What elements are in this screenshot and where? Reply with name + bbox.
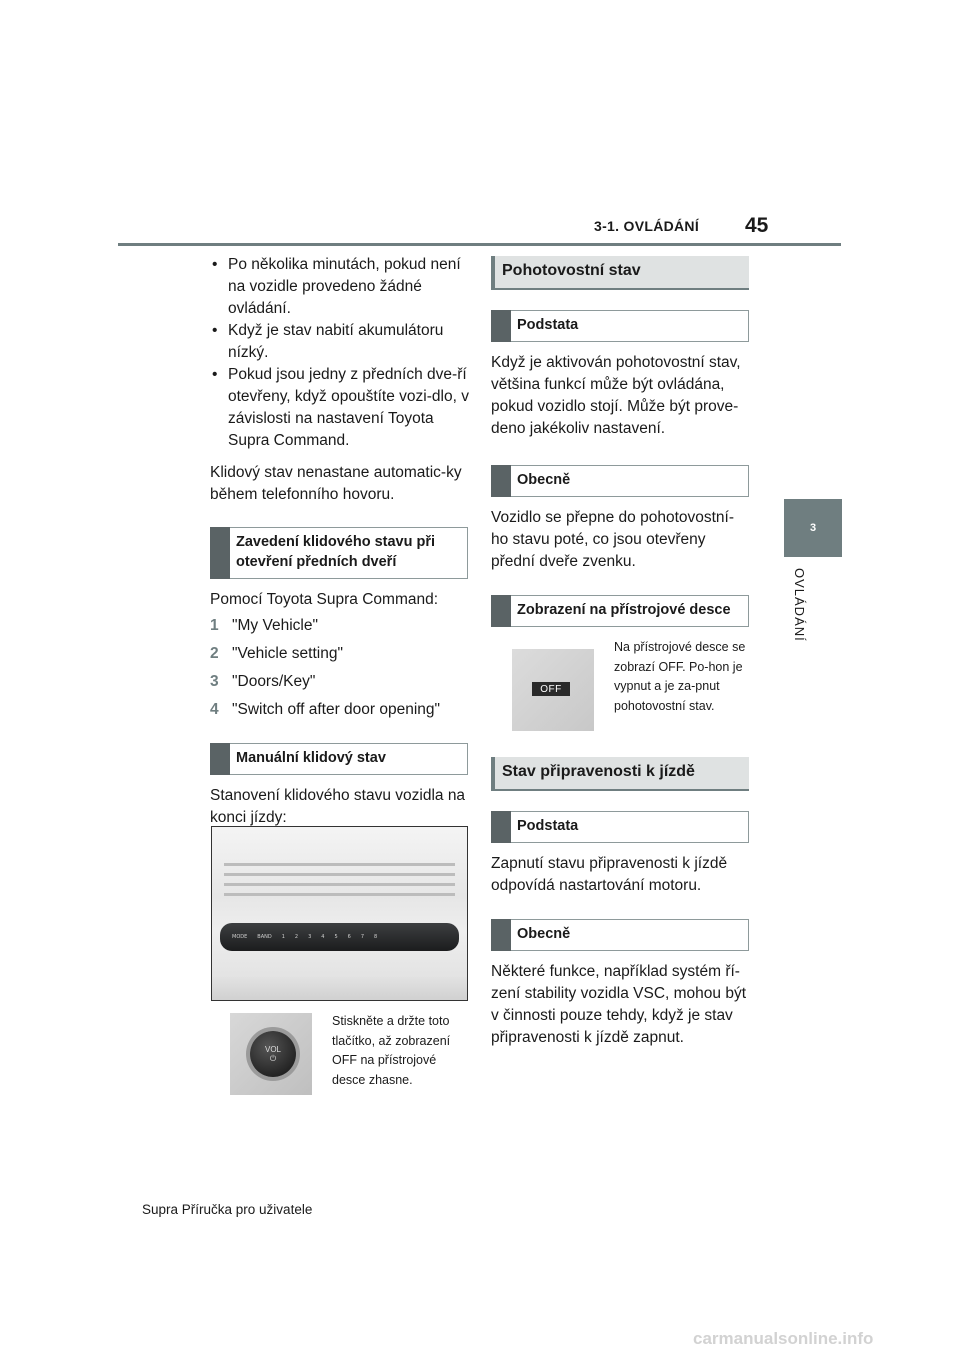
step-item	[210, 699, 470, 721]
off-caption: Na přístrojové desce se zobrazí OFF. Po-hon je vypnut a je za-pnut pohotovostní stav.	[614, 640, 746, 713]
right-column	[491, 256, 751, 627]
step-number: 1	[210, 617, 219, 634]
right-column-lower	[491, 757, 751, 1049]
list-item: • Pokud jsou jedny z předních dve-ří otevřeny, když opouštíte vozi-dlo, v závislosti na nastavení Toyota Supra Command.	[210, 364, 470, 452]
power-button-icon	[250, 1031, 296, 1077]
panel-label: 7	[360, 934, 365, 940]
step-number: 3	[210, 673, 219, 690]
phone-call-note: Klidový stav nenastane automatic-ky během telefonního hovoru.	[210, 464, 462, 503]
step-text: "Switch off after door opening"	[232, 701, 441, 718]
list-item: • Po několika minutách, pokud není na vozidle provedeno žádné ovládání.	[210, 254, 470, 320]
chapter-tab	[784, 499, 842, 557]
heading-principle: Podstata	[491, 811, 749, 843]
heading-general: Obecně	[491, 465, 749, 497]
manual-rest-description: Stanovení klidového stavu vozidla na konci jízdy:	[210, 787, 466, 826]
air-vent	[224, 883, 455, 886]
volume-knob-figure	[230, 1013, 312, 1095]
step-text: "My Vehicle"	[232, 617, 318, 634]
power-symbol-icon: ⏻	[269, 1054, 277, 1063]
heading-door-rest-state: Zavedení klidového stavu při otevření předních dveří	[210, 527, 468, 579]
dashboard-panel-figure	[211, 826, 468, 1001]
heading-standby: Pohotovostní stav	[491, 256, 749, 290]
heading-general: Obecně	[491, 919, 749, 951]
page-number: 45	[745, 214, 769, 237]
ready-general-description: Některé funkce, například systém ří-zení stability vozidla VSC, mohou být v činnosti pouze tehdy, když je stav připravenosti k jízdě zapnut.	[491, 963, 747, 1046]
step-number: 2	[210, 645, 219, 662]
off-indicator: OFF	[532, 682, 570, 696]
watermark: carmanualsonline.info	[693, 1329, 874, 1348]
panel-label: 8	[374, 934, 378, 940]
panel-lower-trim	[212, 977, 467, 1001]
panel-label: MODE	[232, 934, 248, 940]
heading-ready-to-drive: Stav připravenosti k jízdě	[491, 757, 749, 791]
footer-text: Supra Příručka pro uživatele	[142, 1202, 313, 1217]
list-item: • Když je stav nabití akumulátoru nízký.	[210, 320, 470, 364]
command-intro: Pomocí Toyota Supra Command:	[210, 591, 439, 608]
panel-label: BAND	[257, 934, 272, 940]
standby-description: Když je aktivován pohotovostní stav, většina funkcí může být ovládána, pokud vozidlo stojí. Může být prove-deno jakékoliv nastavení.	[491, 354, 741, 437]
panel-label: 3	[308, 934, 312, 940]
off-display-figure	[512, 649, 594, 731]
air-vent	[224, 893, 455, 896]
panel-label: 2	[294, 934, 299, 940]
section-title: 3-1. OVLÁDÁNÍ	[594, 218, 700, 234]
panel-label: 6	[347, 934, 351, 940]
standby-general-description: Vozidlo se přepne do pohotovostní-ho stavu poté, co jsou otevřeny přední dveře zvenku.	[491, 509, 735, 570]
heading-principle: Podstata	[491, 310, 749, 342]
radio-button-strip	[220, 923, 459, 951]
panel-label: 1	[281, 934, 285, 940]
header-divider	[118, 243, 841, 246]
step-list	[210, 615, 470, 721]
chapter-label: OVLÁDÁNÍ	[792, 568, 807, 642]
heading-manual-rest-state: Manuální klidový stav	[210, 743, 468, 775]
panel-label: 5	[334, 934, 338, 940]
chapter-number: 3	[809, 522, 817, 534]
condition-list	[210, 254, 470, 452]
left-column	[210, 254, 470, 829]
panel-label: 4	[321, 934, 325, 940]
step-item	[210, 671, 470, 693]
step-item	[210, 643, 470, 665]
air-vent	[224, 873, 455, 876]
heading-dashboard-display: Zobrazení na přístrojové desce	[491, 595, 749, 627]
knob-label: VOL	[264, 1045, 281, 1054]
knob-caption: Stiskněte a držte toto tlačítko, až zobrazení OFF na přístrojové desce zhasne.	[332, 1014, 451, 1087]
air-vent	[224, 863, 455, 866]
step-text: "Doors/Key"	[232, 673, 316, 690]
step-number: 4	[210, 701, 219, 718]
step-item	[210, 615, 470, 637]
ready-description: Zapnutí stavu připravenosti k jízdě odpovídá nastartování motoru.	[491, 855, 728, 894]
step-text: "Vehicle setting"	[232, 645, 343, 662]
